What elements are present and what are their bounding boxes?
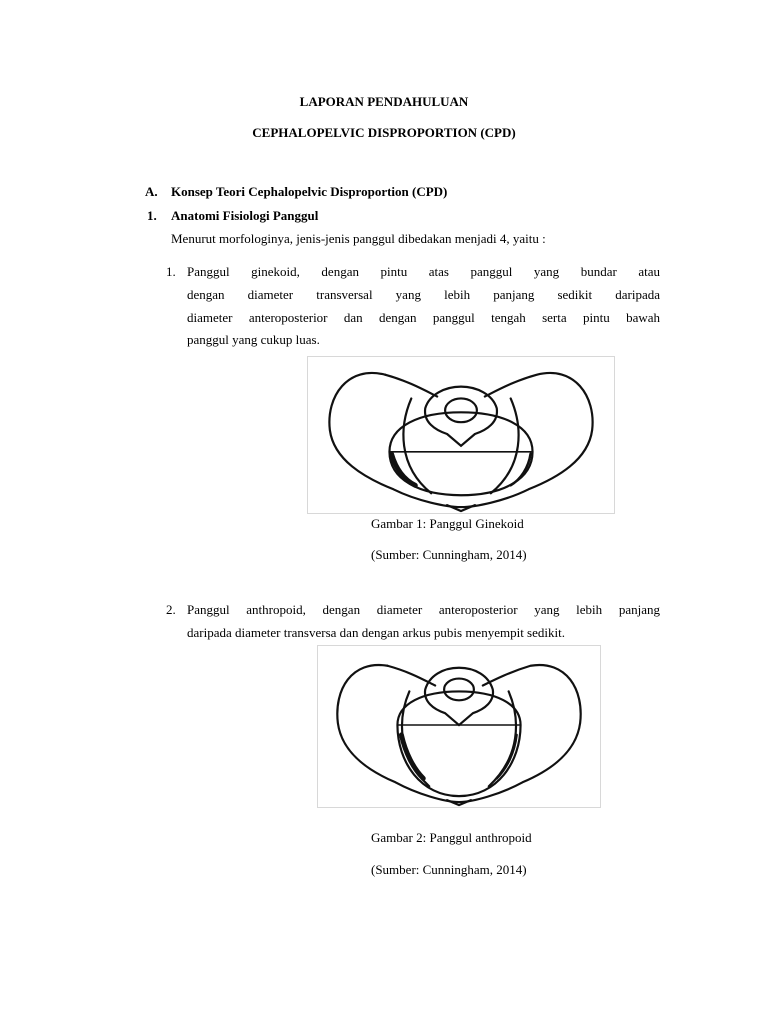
list-item-line: diameter anteroposterior dan dengan panggul tengah serta pintu bawah (187, 310, 660, 325)
intro-paragraph: Menurut morfologinya, jenis-jenis panggul dibedakan menjadi 4, yaitu : (171, 231, 546, 246)
document-title: LAPORAN PENDAHULUAN (299, 94, 469, 109)
figure-caption: Gambar 1: Panggul Ginekoid (371, 516, 524, 531)
figure-caption: Gambar 2: Panggul anthropoid (371, 830, 532, 845)
pelvis-anthropoid-illustration (317, 645, 601, 808)
subsection-1-marker: 1. (147, 208, 157, 223)
pelvis-gynecoid-illustration (307, 356, 615, 514)
list-item-number: 1. (166, 264, 176, 279)
list-item-line: dengan diameter transversal yang lebih panjang sedikit daripada (187, 287, 660, 302)
section-a-heading: Konsep Teori Cephalopelvic Disproportion (CPD) (171, 184, 448, 199)
figure-source: (Sumber: Cunningham, 2014) (371, 862, 527, 877)
list-item-line: daripada diameter transversa dan dengan arkus pubis menyempit sedikit. (187, 625, 565, 640)
section-a-marker: A. (145, 184, 158, 199)
list-item-line: Panggul anthropoid, dengan diameter anteroposterior yang lebih panjang (187, 602, 660, 617)
list-item-line: panggul yang cukup luas. (187, 332, 320, 347)
document-subtitle: CEPHALOPELVIC DISPROPORTION (CPD) (252, 125, 516, 140)
subsection-1-heading: Anatomi Fisiologi Panggul (171, 208, 319, 223)
list-item-line: Panggul ginekoid, dengan pintu atas panggul yang bundar atau (187, 264, 660, 279)
figure-source: (Sumber: Cunningham, 2014) (371, 547, 527, 562)
list-item-number: 2. (166, 602, 176, 617)
